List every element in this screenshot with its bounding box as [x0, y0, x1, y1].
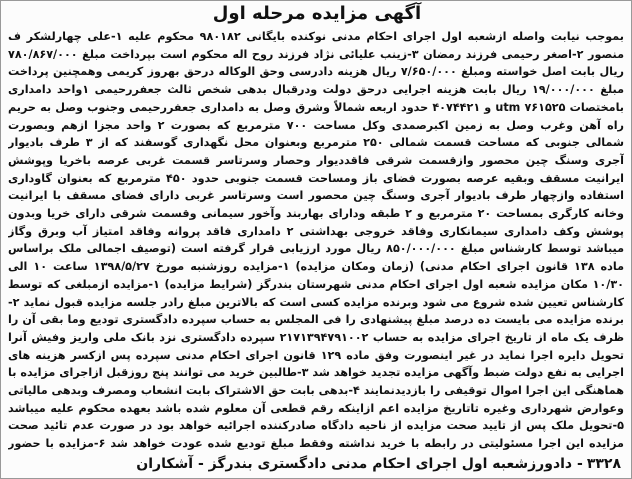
notice-signature: - دادورزشعبه اول اجرای احکام مدنی دادگستری بندرگز - آشکاران — [136, 456, 583, 472]
notice-number: ۳۳۲۸ — [586, 456, 621, 472]
notice-title: آگهی مزایده مرحله اول — [212, 3, 422, 24]
notice-footer — [11, 454, 621, 474]
notice-body: بموجب نیابت واصله ازشعبه اول اجرای احکام مدنی نوکنده بایگانی ۹۸۰۱۸۲ محکوم علیه ۱-علی چهارلشکر ف منصور ۲-اصغر رحیمی فرزند رمضان ۳-زینب علیائی نژاد فرزند روح اله محکوم است بپرداخت مبلغ ۷۸۰/۸۶۷/۰۰۰ ریال بابت اصل خواسته ومبلغ ۷/۶۵۰/۰۰۰ ریال هزینه دادرسی وحق الوکاله درحق بهروز کریمی وهمچنین پرداخت مبلغ ۱۹/۰۰۰/۰۰۰ ریال بابت هزینه اجرایی درحق دولت ودرقبال بدهی شخص ثالث جعفررحیمی ۱واحد دامداری بامختصات utm ۷۶۱۵۲۵ و ۴۰۷۴۴۲۱ حدود اربعه شمالاً وشرق وصل به دامداری جعفررحیمی وجنوب وصل به حریم راه آهن وغرب وصل به زمین اکبرصمدی وکل مساحت ۷۰۰ مترمربع که بصورت ۲ واحد مجزا ازهم وبصورت شمالی جنوبی که مساحت قسمت شمالی ۲۵۰ مترمربع وبعنوان محل نگهداری گوسفند که از ۳ طرف بادیوار آجری وسنگ چین محصور وازقسمت شرقی فاقددیوار وحصار وسرتاسر قسمت غربی عرصه باخریا وپوشش ایرانیت مسقف وبقیه عرصه بصورت فضای باز ومساحت قسمت جنوبی حدود ۴۵۰ مترمربع که بعنوان گاوداری استفاده وازچهار طرف بادیوار آجری وسنگ چین محصور است وسرتاسر غربی دارای فضای مسقف با ایرانیت وخانه کارگری بمساحت ۲۰ مترمربع و ۲ طبقه ودارای بهاربند وآخور سیمانی وقسمت شرقی دارای خریا وبدون پوشش وکف دامداری سیمانکاری وفاقد خروجی بهداشتی ۲ دامداری فاقد پروانه وفاقد امتیاز آب وبرق وگاز میباشد توسط کارشناس مبلغ ۸۵۰/۰۰۰/۰۰۰ ریال مورد ارزیابی قرار گرفته است (توصیف اجمالی ملک براساس ماده ۱۳۸ قانون اجرای احکام مدنی) (زمان ومکان مزایده) ۱-مزایده روزشنبه مورخ ۱۳۹۸/۵/۲۷ ساعت ۱۰ الی ۱۰/۳۰ مکان مزایده شعبه اول اجرای احکام مدنی شهرستان بندرگز (شرایط مزایده) ۱-مزایده ازمبلغی که توسط کارشناس تعیین شده شروع می شود وبرنده مزایده کسی است که بالاترین مبلغ رادر جلسه مزایده قبول نماید ۲-برنده مزایده می بایست ده درصد مبلغ پیشنهادی را فی المجلس به حساب سپرده دادگستری تودیع وما بقی آن را ظرف یک ماه از تاریخ اجرای مزایده به حساب ۲۱۷۱۳۹۴۷۹۱۰۰۲ سپرده دادگستری نزد بانک ملی واریز وفیش آنرا تحویل دایره اجرا نماید در غیر اینصورت وفق ماده ۱۲۹ قانون اجرای احکام مدنی سپرده پس ازکسر هزینه های اجرایی به نفع دولت ضبط وآگهی مزایده تجدید خواهد شد ۳-طالبین خرید می توانند پنج روزقبل ازاجرای مزایده با هماهنگی این اجرا اموال توقیفی را بازدیدنمایند ۴-بدهی بابت حق الاشتراک بابت انشعاب ومصرف وبدهی مالیاتی وعوارض شهرداری وغیره تاتاریخ مزایده اعم ازاینکه رقم قطعی آن معلوم شده باشد بعهده محکوم علیه میباشد ۵-تحویل ملک پس از تایید صحت مزایده از ناحیه دادگاه صادرکننده اجرائیه خواهد بود در صورت عدم تائید صحت مزایده این اجرا مسئولیتی در رابطه با خرید نداشته وفقط مبلغ تودیع شده عودت خواهد شد ۶-مزایده با حضور — [8, 30, 624, 451]
